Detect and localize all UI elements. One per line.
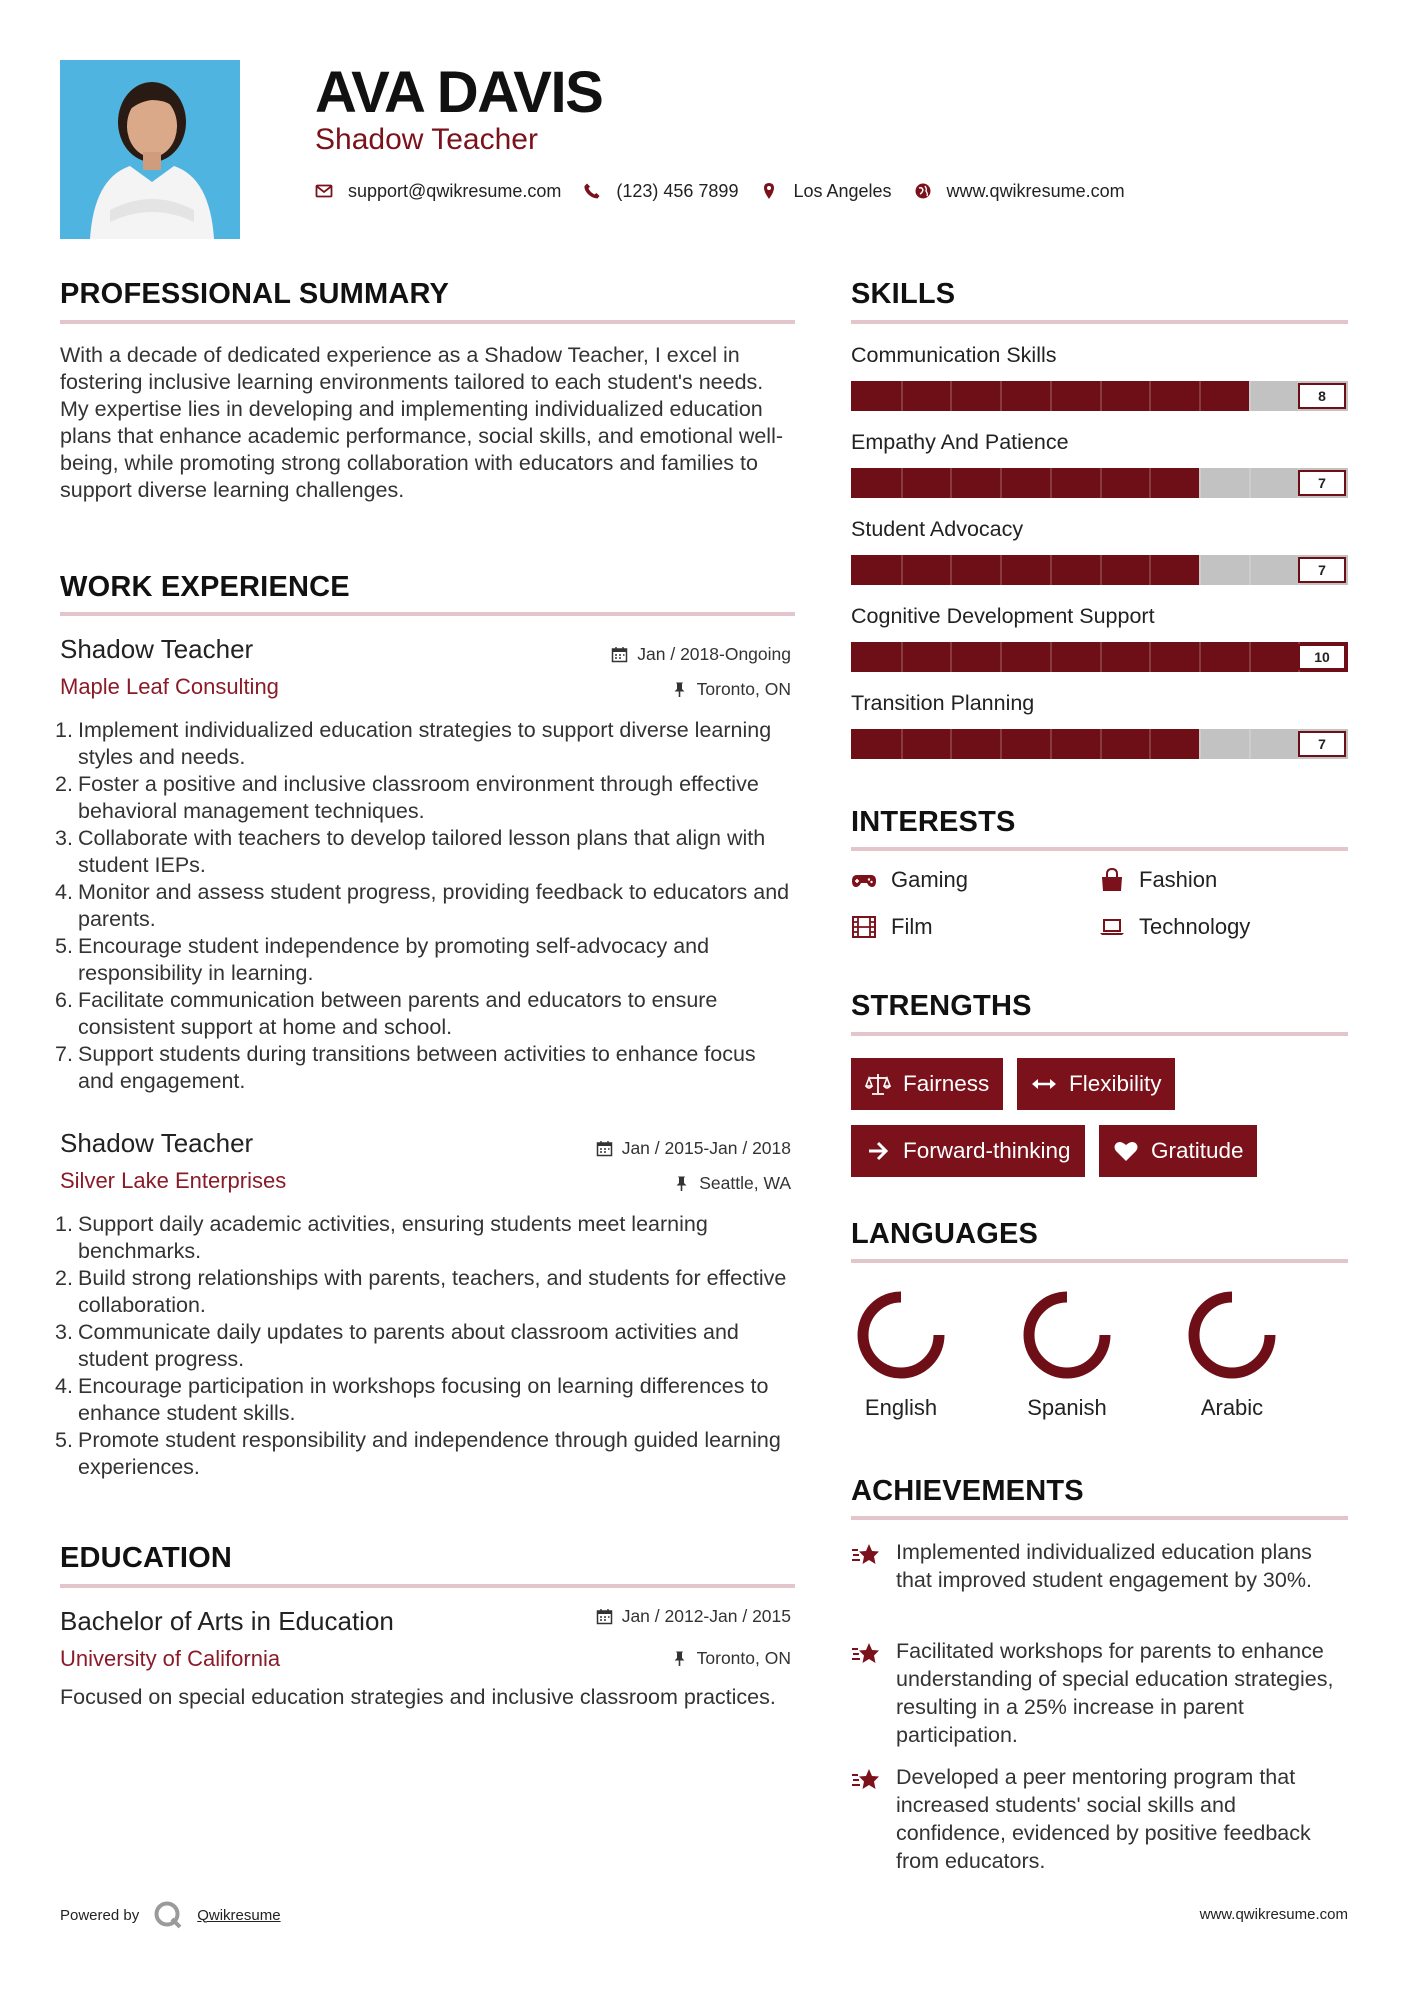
heart-icon xyxy=(1113,1138,1139,1164)
skill-bar-divider xyxy=(1000,468,1002,498)
skill-bar-divider xyxy=(1249,555,1251,585)
skill-bar xyxy=(851,468,1348,498)
strength-label: Fairness xyxy=(903,1071,990,1096)
skill-bar-divider xyxy=(1249,729,1251,759)
achievements-heading: ACHIEVEMENTS xyxy=(851,1475,1084,1507)
interest-label: Technology xyxy=(1139,914,1251,939)
skill-bar-divider xyxy=(950,555,952,585)
contact-website[interactable]: www.qwikresume.com xyxy=(946,180,1125,201)
skill-label: Transition Planning xyxy=(851,691,1035,715)
list-item: Support daily academic activities, ensuring students meet learning benchmarks. xyxy=(78,1212,708,1263)
skill-bar-divider xyxy=(1050,468,1052,498)
skill-bar-divider xyxy=(1149,468,1151,498)
education-heading: EDUCATION xyxy=(60,1542,233,1574)
skill-bar-divider xyxy=(1149,381,1151,411)
phone-icon xyxy=(583,182,601,200)
skill-bar-divider xyxy=(1050,555,1052,585)
thumbtack-icon xyxy=(671,681,688,698)
skill-bar-divider xyxy=(1249,468,1251,498)
skill-bar-divider xyxy=(1000,381,1002,411)
contact-phone[interactable]: (123) 456 7899 xyxy=(616,180,739,201)
skill-bar-divider xyxy=(950,729,952,759)
languages-heading: LANGUAGES xyxy=(851,1218,1039,1250)
education-location-text: Toronto, ON xyxy=(696,1648,791,1668)
skill-bar-divider xyxy=(1249,381,1251,411)
calendar-icon xyxy=(596,1140,613,1157)
skill-bar-fill xyxy=(851,468,1199,498)
skill-bar-divider xyxy=(901,381,903,411)
job-dates-text: Jan / 2018-Ongoing xyxy=(637,644,791,664)
skill-bar-divider xyxy=(1000,729,1002,759)
star-badge-icon xyxy=(851,1767,884,1793)
skill-bar-divider xyxy=(1000,555,1002,585)
skill-bar-fill xyxy=(851,729,1199,759)
skill-bar-divider xyxy=(1199,555,1201,585)
skill-bar-divider xyxy=(950,468,952,498)
skill-level: 7 xyxy=(1298,557,1346,583)
work-heading: WORK EXPERIENCE xyxy=(60,571,350,603)
balance-scale-icon xyxy=(865,1071,891,1097)
skill-bar-divider xyxy=(1199,729,1201,759)
laptop-icon xyxy=(1099,914,1125,940)
work-rule xyxy=(60,612,795,616)
skill-bar-divider xyxy=(1100,642,1102,672)
skill-bar-divider xyxy=(1050,642,1052,672)
strength-label: Forward-thinking xyxy=(903,1138,1071,1163)
job-title: Shadow Teacher xyxy=(60,1128,254,1158)
skill-bar-divider xyxy=(901,729,903,759)
language-label: Arabic xyxy=(1200,1395,1264,1420)
language-ring xyxy=(853,1287,949,1383)
skill-bar-divider xyxy=(1050,381,1052,411)
strength-label: Gratitude xyxy=(1151,1138,1244,1163)
language-ring xyxy=(1184,1287,1280,1383)
calendar-icon xyxy=(611,646,628,663)
interest-film xyxy=(851,914,933,940)
skill-bar-divider xyxy=(950,381,952,411)
summary-text: With a decade of dedicated experience as a Shadow Teacher, I excel in fostering inclusive learning environments tailored to each student's needs. My expertise lies in developing and implementing individualized education plans that enhance academic performance, social skills, and emotional well-being, while promoting strong collaboration with educators and families to support diverse learning challenges. xyxy=(60,343,784,502)
language-item xyxy=(1007,1287,1127,1421)
star-badge-icon xyxy=(851,1641,884,1667)
skill-level: 7 xyxy=(1298,470,1346,496)
job-dates xyxy=(596,1137,791,1159)
education-dates xyxy=(596,1605,791,1627)
strength-forward-thinking xyxy=(851,1125,1085,1177)
interest-label: Gaming xyxy=(891,867,969,892)
skill-bar xyxy=(851,555,1348,585)
school-name: University of California xyxy=(60,1646,281,1671)
strengths-heading: STRENGTHS xyxy=(851,990,1032,1022)
job-dates-text: Jan / 2015-Jan / 2018 xyxy=(621,1138,791,1158)
achievement-text: Developed a peer mentoring program that increased students' social skills and confidence, evidenced by positive feedback from educators. xyxy=(896,1765,1311,1873)
skill-bar-divider xyxy=(1199,381,1201,411)
achievement-item xyxy=(851,1637,1351,1749)
list-item: Support students during transitions between activities to enhance focus and engagement. xyxy=(78,1042,756,1093)
job-location xyxy=(673,1172,791,1194)
job-duties xyxy=(60,717,795,1095)
language-ring xyxy=(1019,1287,1115,1383)
interest-label: Fashion xyxy=(1139,867,1218,892)
calendar-icon xyxy=(596,1608,613,1625)
summary-heading: PROFESSIONAL SUMMARY xyxy=(60,278,450,310)
skill-bar-divider xyxy=(1100,468,1102,498)
job-dates xyxy=(611,643,791,665)
skill-bar-fill xyxy=(851,555,1199,585)
degree-title: Bachelor of Arts in Education xyxy=(60,1606,394,1636)
skill-bar xyxy=(851,381,1348,411)
skill-bar-divider xyxy=(1050,729,1052,759)
interest-gaming xyxy=(851,867,968,893)
job-location xyxy=(671,678,791,700)
job-location-text: Toronto, ON xyxy=(696,679,791,699)
language-ring-arc xyxy=(863,1297,939,1373)
skill-bar-divider xyxy=(901,468,903,498)
skill-bar-divider xyxy=(1199,642,1201,672)
education-location xyxy=(671,1647,791,1669)
arrow-right-icon xyxy=(865,1138,891,1164)
contact-email[interactable]: support@qwikresume.com xyxy=(348,180,562,201)
job-company: Silver Lake Enterprises xyxy=(60,1168,287,1193)
skill-bar-divider xyxy=(901,555,903,585)
interest-technology xyxy=(1099,914,1250,940)
skill-label: Empathy And Patience xyxy=(851,430,1069,454)
language-item xyxy=(841,1287,961,1421)
achievement-text: Implemented individualized education plans that improved student engagement by 30%. xyxy=(896,1540,1312,1592)
achievement-item xyxy=(851,1763,1351,1875)
education-description: Focused on special education strategies and inclusive classroom practices. xyxy=(60,1685,776,1709)
list-item: Build strong relationships with parents, teachers, and students for effective collaboration. xyxy=(78,1266,787,1317)
qwikresume-link[interactable]: Qwikresume xyxy=(197,1906,281,1924)
skill-bar-divider xyxy=(1149,555,1151,585)
skill-bar-divider xyxy=(1149,642,1151,672)
qwikresume-logo-icon xyxy=(153,1900,183,1930)
skill-bar-divider xyxy=(1100,381,1102,411)
language-label: Spanish xyxy=(1027,1395,1107,1420)
skill-level: 7 xyxy=(1298,731,1346,757)
arrows-h-icon xyxy=(1031,1071,1057,1097)
strength-fairness xyxy=(851,1058,1003,1110)
skill-bar-divider xyxy=(1000,642,1002,672)
interests-heading: INTERESTS xyxy=(851,806,1016,838)
list-item: Facilitate communication between parents and educators to ensure consistent support at home and school. xyxy=(78,988,718,1039)
skill-bar-divider xyxy=(901,642,903,672)
thumbtack-icon xyxy=(671,1650,688,1667)
map-marker-icon xyxy=(760,182,778,200)
strength-gratitude xyxy=(1099,1125,1257,1177)
skill-bar-divider xyxy=(1100,729,1102,759)
job-location-text: Seattle, WA xyxy=(699,1173,791,1193)
gamepad-icon xyxy=(851,867,877,893)
thumbtack-icon xyxy=(673,1175,690,1192)
skills-heading: SKILLS xyxy=(851,278,956,310)
profile-photo xyxy=(60,60,240,239)
achievements-rule xyxy=(851,1516,1348,1520)
film-icon xyxy=(851,914,877,940)
list-item: Monitor and assess student progress, providing feedback to educators and parents. xyxy=(78,880,790,931)
list-item: Foster a positive and inclusive classroom environment through effective behavioral management techniques. xyxy=(78,772,759,823)
skill-bar-divider xyxy=(1249,642,1251,672)
list-item: Encourage participation in workshops focusing on learning differences to enhance student skills. xyxy=(78,1374,769,1425)
strength-label: Flexibility xyxy=(1069,1071,1162,1096)
skill-bar-divider xyxy=(950,642,952,672)
education-rule xyxy=(60,1584,795,1588)
powered-by-label: Powered by xyxy=(60,1906,140,1924)
list-item: Communicate daily updates to parents about classroom activities and student progress. xyxy=(78,1320,739,1371)
contact-location: Los Angeles xyxy=(793,180,892,201)
globe-icon xyxy=(914,182,932,200)
job-title: Shadow Teacher xyxy=(60,634,254,664)
interests-rule xyxy=(851,847,1348,851)
skill-level: 8 xyxy=(1298,383,1346,409)
envelope-icon xyxy=(315,182,333,200)
list-item: Collaborate with teachers to develop tailored lesson plans that align with student IEPs. xyxy=(78,826,766,877)
skill-label: Communication Skills xyxy=(851,343,1057,367)
interest-fashion xyxy=(1099,867,1217,893)
education-dates-text: Jan / 2012-Jan / 2015 xyxy=(621,1606,791,1626)
skill-label: Cognitive Development Support xyxy=(851,604,1155,628)
list-item: Implement individualized education strategies to support diverse learning styles and needs. xyxy=(78,718,772,769)
skill-bar-divider xyxy=(1100,555,1102,585)
strength-flexibility xyxy=(1017,1058,1175,1110)
language-item xyxy=(1172,1287,1292,1421)
footer-powered-by xyxy=(60,1900,281,1930)
candidate-name: AVA DAVIS xyxy=(315,60,603,125)
achievement-text: Facilitated workshops for parents to enhance understanding of special education strategies, resulting in a 25% increase in parent participation. xyxy=(896,1639,1334,1747)
interest-label: Film xyxy=(891,914,933,939)
job-duties xyxy=(60,1211,795,1481)
languages-rule xyxy=(851,1259,1348,1263)
skill-bar xyxy=(851,729,1348,759)
summary-rule xyxy=(60,320,795,324)
shopping-bag-icon xyxy=(1099,867,1125,893)
skill-bar xyxy=(851,642,1348,672)
list-item: Promote student responsibility and independence through guided learning experiences. xyxy=(78,1428,781,1479)
language-label: English xyxy=(864,1395,938,1420)
list-item: Encourage student independence by promoting self-advocacy and responsibility in learning. xyxy=(78,934,710,985)
contact-bar xyxy=(315,176,1147,206)
skill-label: Student Advocacy xyxy=(851,517,1024,541)
strengths-rule xyxy=(851,1032,1348,1036)
candidate-title: Shadow Teacher xyxy=(315,123,538,156)
footer-website[interactable]: www.qwikresume.com xyxy=(1199,1906,1348,1923)
language-ring-arc xyxy=(1029,1297,1105,1373)
achievement-item xyxy=(851,1538,1351,1594)
job-company: Maple Leaf Consulting xyxy=(60,674,279,699)
star-badge-icon xyxy=(851,1542,884,1568)
skill-bar-divider xyxy=(1149,729,1151,759)
skill-bar-divider xyxy=(1199,468,1201,498)
skill-level: 10 xyxy=(1298,644,1346,670)
skills-rule xyxy=(851,320,1348,324)
language-ring-arc xyxy=(1194,1297,1270,1373)
